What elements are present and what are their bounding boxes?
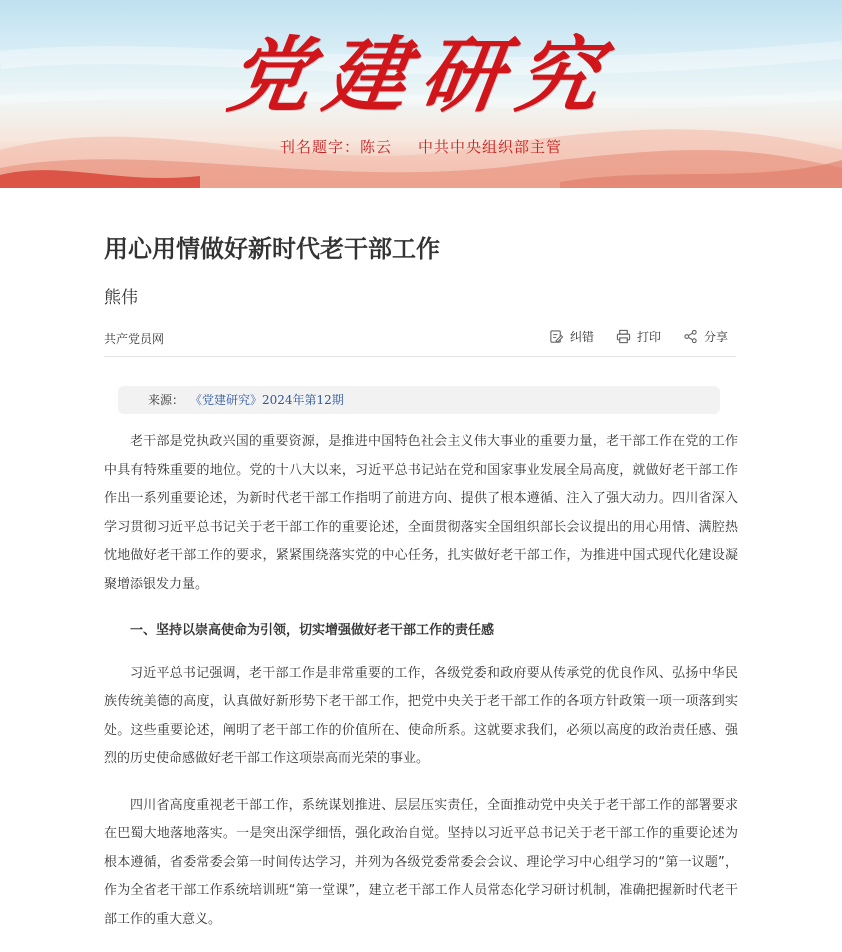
article-meta-bar [104,326,736,357]
paragraph: 习近平总书记强调，老干部工作是非常重要的工作，各级党委和政府要从传承党的优良作风、弘扬中华民族传统美德的高度，认真做好新形势下老干部工作，把党中央关于老干部工作的各项方针政策一项一项落到实处。这些重要论述，阐明了老干部工作的价值所在、使命所系。这就要求我们，必须以高度的政治责任感、强烈的历史使命感做好老干部工作这项崇高而光荣的事业。 [104,665,738,766]
source-label: 来源： [148,393,185,407]
printer-icon [616,329,631,344]
article-actions [527,328,728,345]
site-name: 共产党员网 [104,332,165,346]
print-label: 打印 [636,330,661,344]
share-icon [683,329,698,344]
banner-subtitle [0,136,842,157]
article-body [104,428,738,952]
source-info [118,386,720,414]
share-button[interactable] [683,328,728,345]
correct-button[interactable] [549,328,594,345]
print-button[interactable] [616,328,661,345]
article-author: 熊伟 [104,288,138,308]
source-link[interactable]: 《党建研究》2024年第12期 [190,393,344,407]
title-inscription: 刊名题字：陈云 [279,138,392,156]
paragraph: 四川省高度重视老干部工作，系统谋划推进、层层压实责任，全面推动党中央关于老干部工作的部署要求在巴蜀大地落地落实。一是突出深学细悟，强化政治自觉。坚持以习近平总书记关于老干部工作的重要论述为根本遵循，省委常委会第一时间传达学习，并列为各级党委常委会会议、理论学习中心组学习的“第一议题”，作为全省老干部工作系统培训班“第一堂课”，建立老干部工作人员常态化学习研讨机制，准确把握新时代老干部工作的重大意义。 [104,797,738,927]
publisher-label: 中共中央组织部主管 [418,138,563,156]
article-title: 用心用情做好新时代老干部工作 [104,235,440,263]
section-heading: 一、坚持以崇高使命为引领，切实增强做好老干部工作的责任感 [130,623,495,638]
journal-masthead-title: 党建研究 [222,28,620,124]
edit-icon [549,329,564,344]
correct-label: 纠错 [569,330,594,344]
share-label: 分享 [703,330,728,344]
masthead-banner [0,0,842,188]
paragraph-intro: 老干部是党执政兴国的重要资源，是推进中国特色社会主义伟大事业的重要力量，老干部工作在党的工作中具有特殊重要的地位。党的十八大以来，习近平总书记站在党和国家事业发展全局高度，就做好老干部工作作出一系列重要论述，为新时代老干部工作指明了前进方向、提供了根本遵循、注入了强大动力。四川省深入学习贯彻习近平总书记关于老干部工作的重要论述，全面贯彻落实全国组织部长会议提出的用心用情、满腔热忱地做好老干部工作的要求，紧紧围绕落实党的中心任务，扎实做好老干部工作，为推进中国式现代化建设凝聚增添银发力量。 [104,434,738,592]
